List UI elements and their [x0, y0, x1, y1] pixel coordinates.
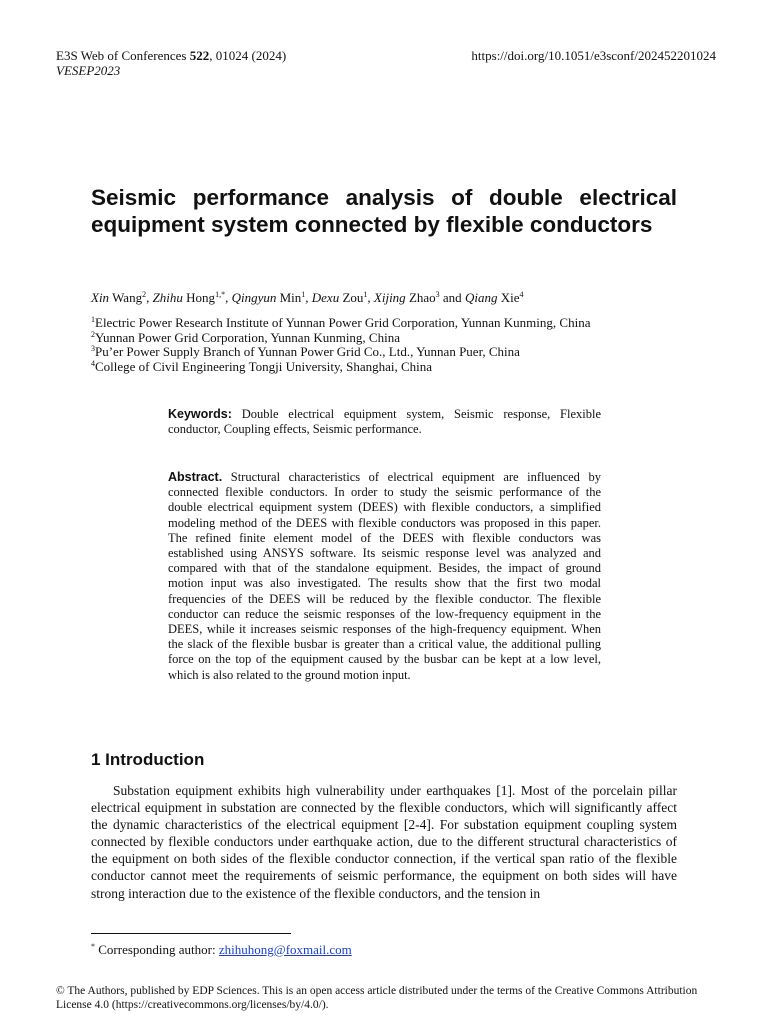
affiliation: $^3$Pu’er Power Supply Branch of Yunnan Power Grid Co., Ltd., Yunnan Puer, China	[91, 344, 520, 359]
running-header-left	[56, 48, 286, 78]
footnote-marker: *	[91, 942, 95, 951]
citation-line	[56, 48, 286, 63]
affiliation: $^4$College of Civil Engineering Tongji University, Shanghai, China	[91, 358, 433, 374]
abstract-text: Structural characteristics of electrical equipment are influenced by connected flexible conductors. In order to study the seismic performance of the double electrical equipment system (DEES) with flexible conductors, a simplified modeling method of the DEES with flexible conductors was proposed in this paper. The refined finite element model of the DEES with flexible conductors was established using ANSYS software. Its seismic response level was analyzed and compared with that of the standalone equipment. Besides, the impact of ground motion input was also investigated. The results show that the first two modal frequencies of the DEES will be reduced by the flexible conductor. The flexible conductor can reduce the seismic responses of the low-frequency equipment in the DEES, while it increases seismic responses of the high-frequency equipment. When the slack of the flexible busbar is greater than a critical value, the additional pulling force on the top of the equipment caused by the busbar can be kept at a low level, which is also related to the ground motion input.	[168, 470, 601, 682]
author: Qingyun Min$^1$	[231, 290, 306, 305]
introduction-paragraph: Substation equipment exhibits high vulnerability under earthquakes [1]. Most of the porcelain pillar electrical equipment in substation are connected by the flexible conductors, which will significantly affect the dynamic characteristics of the electrical equipment [2-4]. For substation equipment coupling system connected by flexible conductors under earthquake action, due to the different structural characteristics of the equipment on both sides of the flexible conductor connection, if the vertical span ratio of the flexible conductor cannot meet the requirements of seismic performance, the equipment on both sides will have strong interaction due to the existence of the flexible conductors, and the tension in	[91, 783, 677, 901]
author-list: Xin Wang$^2$, Zhihu Hong$^{1,*}$, Qingyun Min$^1$, Dexu Zou$^1$, Xijing Zhao$^3$ and Qiang Xie$^4$	[91, 290, 524, 305]
journal-name: E3S Web of Conferences	[56, 48, 190, 63]
author-email-link[interactable]: zhihuhong@foxmail.com	[218, 942, 352, 957]
affiliation: $^1$Electric Power Research Institute of Yunnan Power Grid Corporation, Yunnan Kunming, China	[91, 315, 591, 330]
author: Zhihu Hong$^{1,*}$	[152, 290, 226, 305]
author: Xijing Zhao$^3$	[373, 290, 440, 305]
abstract-label: Abstract.	[168, 470, 223, 484]
abstract-block	[168, 470, 601, 683]
keywords-label: Keywords:	[168, 407, 232, 421]
footnote-label: Corresponding author:	[95, 942, 219, 957]
author: Qiang Xie$^4$	[464, 290, 524, 305]
section-heading: 1 Introduction	[91, 750, 205, 769]
affiliation-list	[91, 316, 590, 374]
license-notice: © The Authors, published by EDP Sciences. This is an open access article distributed under the terms of the Creative Commons Attribution License 4.0 (https://creativecommons.org/licenses/by/4.0/).	[56, 985, 698, 1011]
keywords-text: Double electrical equipment system, Seismic response, Flexible conductor, Coupling effects, Seismic performance.	[168, 407, 601, 436]
footnote	[91, 942, 352, 958]
paper-title: Seismic performance analysis of double electrical equipment system connected by flexible conductors	[91, 185, 677, 237]
author: Xin Wang$^2$	[91, 290, 147, 305]
keywords-block	[168, 407, 601, 437]
volume-number: 522	[189, 48, 210, 63]
footnote-divider	[91, 933, 291, 934]
doi-link[interactable]: https://doi.org/10.1051/e3sconf/202452201024	[471, 48, 716, 63]
affiliation: $^2$Yunnan Power Grid Corporation, Yunnan Kunming, China	[91, 329, 400, 345]
conference-name: VESEP2023	[56, 63, 121, 78]
article-number-year: , 01024 (2024)	[209, 48, 287, 63]
author: Dexu Zou$^1$	[311, 290, 368, 305]
